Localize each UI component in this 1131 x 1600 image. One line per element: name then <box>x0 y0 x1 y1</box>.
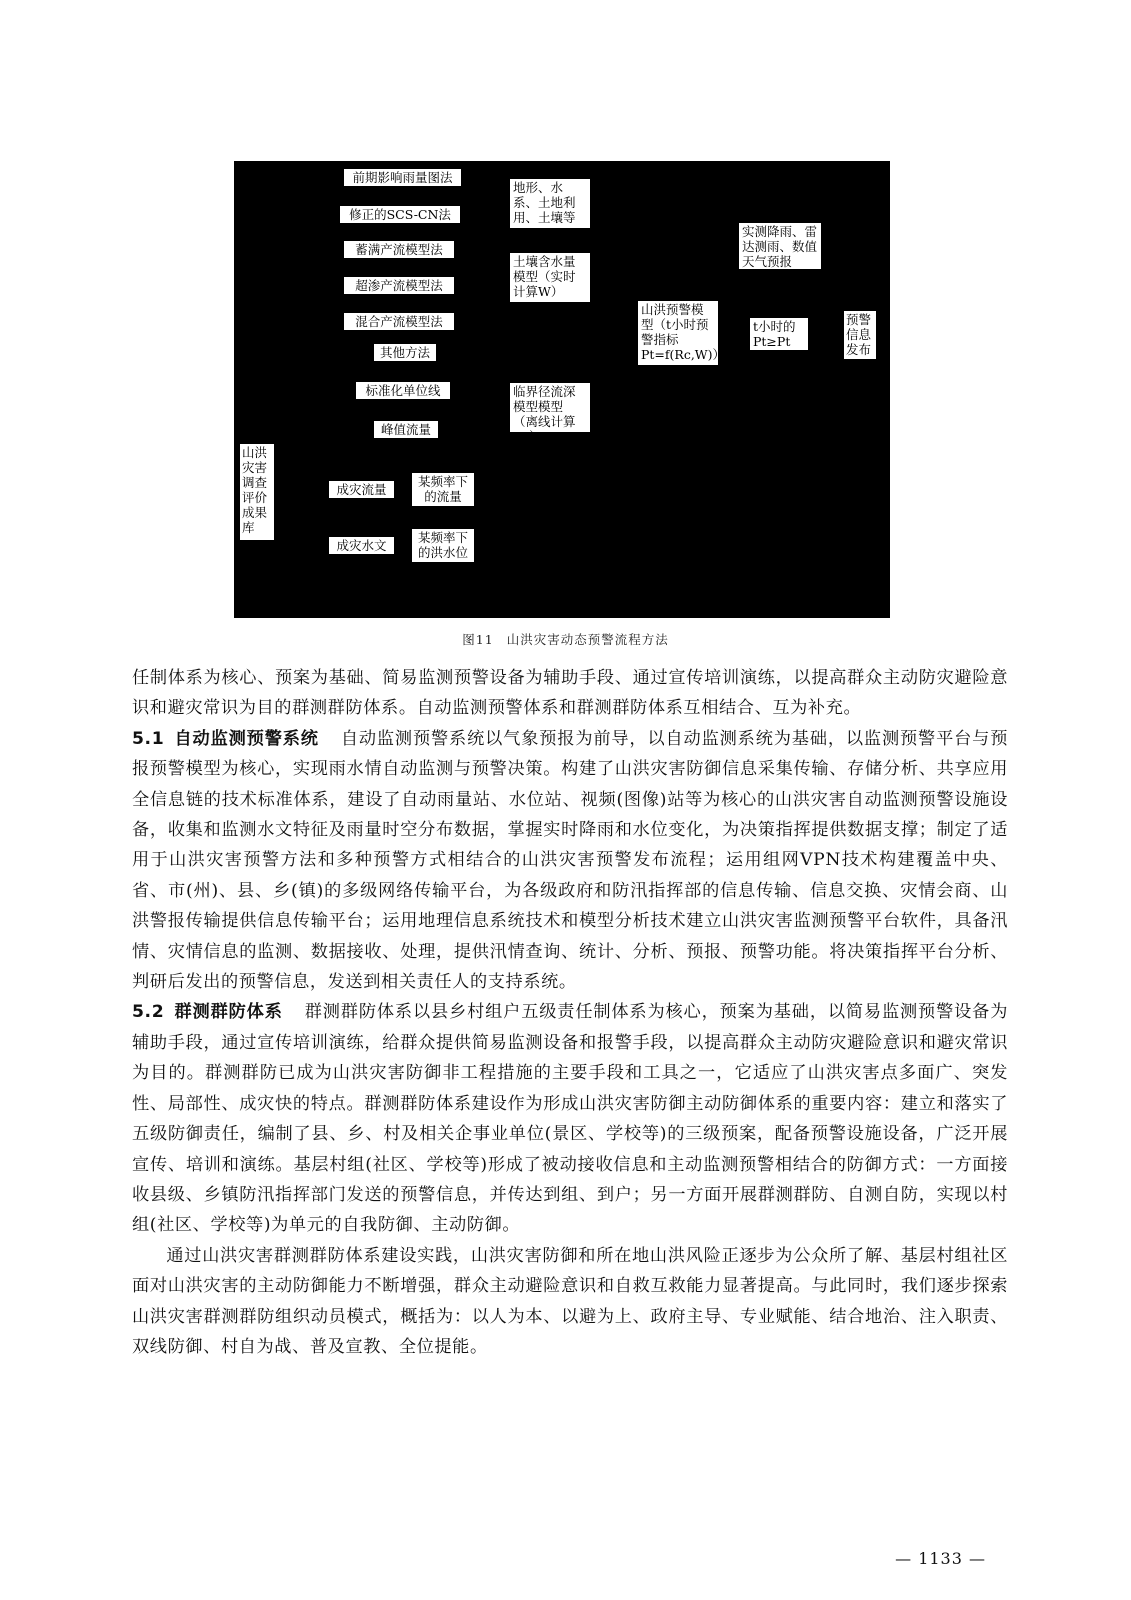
box-survey-results-database: 山洪灾害调查评价成果库 <box>240 444 274 540</box>
box-flash-flood-warning-model: 山洪预警模型（t小时预警指标Pt=f(Rc,W)） <box>638 301 718 365</box>
box-peak-discharge: 峰值流量 <box>374 421 438 438</box>
box-saturation-runoff-model: 蓄满产流模型法 <box>344 241 454 258</box>
figure-caption <box>0 630 1131 648</box>
section-5-1-number: 5.1 <box>132 728 165 749</box>
paragraph-final: 通过山洪灾害群测群防体系建设实践，山洪灾害防御和所在地山洪风险正逐步为公众所了解、基层村组社区面对山洪灾害的主动防御能力不断增强，群众主动避险意识和自救互救能力显著提高。与此同时，我们逐步探索山洪灾害群测群防组织动员模式，概括为：以人为本、以避为上、政府主导、专业赋能、结合地治、注入职责、双线防御、村自为战、普及宣教、全位提能。 <box>132 1245 1008 1357</box>
box-mixed-runoff-model: 混合产流模型法 <box>344 313 454 330</box>
section-5-2 <box>132 997 1008 1240</box>
section-5-2-text: 群测群防体系以县乡村组户五级责任制体系为核心，预案为基础，以简易监测预警设备为辅助手段，通过宣传培训演练，给群众提供简易监测设备和报警手段，以提高群众主动防灾避险意识和避灾常识为目的。群测群防已成为山洪灾害防御非工程措施的主要手段和工具之一，它适应了山洪灾害点多面广、突发性、局部性、成灾快的特点。群测群防体系建设作为形成山洪灾害防御主动防御体系的重要内容：建立和落实了五级防御责任，编制了县、乡、村及相关企事业单位(景区、学校等)的三级预案，配备预警设施设备，广泛开展宣传、培训和演练。基层村组(社区、学校等)形成了被动接收信息和主动监测预警相结合的防御方式：一方面接收县级、乡镇防汛指挥部门发送的预警信息，并传达到组、到户；另一方面开展群测群防、自测自防，实现以村组(社区、学校等)为单元的自我防御、主动防御。 <box>132 1002 1008 1236</box>
figure-caption-label: 图11 <box>462 632 494 647</box>
body-text <box>132 663 1008 1362</box>
box-soil-moisture-model: 土壤含水量模型（实时计算W） <box>510 253 590 302</box>
section-5-1 <box>132 724 1008 998</box>
box-rainfall-observation-forecast: 实测降雨、雷达测雨、数值天气预报 <box>739 223 821 269</box>
box-disaster-discharge: 成灾流量 <box>329 481 394 498</box>
flowchart-figure <box>234 161 890 618</box>
box-terrain-land-soil: 地形、水系、土地利用、土壤等 <box>510 179 590 228</box>
box-frequency-discharge: 某频率下的流量 <box>412 473 474 506</box>
figure-caption-text: 山洪灾害动态预警流程方法 <box>506 632 669 647</box>
box-threshold-comparison: t小时的Pt≥Pt <box>750 318 808 350</box>
section-5-2-title: 群测群防体系 <box>174 1002 283 1023</box>
page-number: — 1133 — <box>895 1549 986 1568</box>
section-5-2-number: 5.2 <box>132 1002 165 1023</box>
box-antecedent-rainfall-method: 前期影响雨量图法 <box>344 169 461 186</box>
box-frequency-flood-level: 某频率下的洪水位 <box>412 529 474 562</box>
section-5-1-title: 自动监测预警系统 <box>174 728 319 749</box>
box-disaster-hydrology: 成灾水文 <box>329 537 394 554</box>
box-modified-scs-cn-method: 修正的SCS-CN法 <box>340 206 460 223</box>
section-5-1-text: 自动监测预警系统以气象预报为前导，以自动监测系统为基础，以监测预警平台与预报预警模型为核心，实现雨水情自动监测与预警决策。构建了山洪灾害防御信息采集传输、存储分析、共享应用全信息链的技术标准体系，建设了自动雨量站、水位站、视频(图像)站等为核心的山洪灾害自动监测预警设施设备，收集和监测水文特征及雨量时空分布数据，掌握实时降雨和水位变化，为决策指挥提供数据支撑；制定了适用于山洪灾害预警方法和多种预警方式相结合的山洪灾害预警发布流程；运用组网VPN技术构建覆盖中央、省、市(州)、县、乡(镇)的多级网络传输平台，为各级政府和防汛指挥部的信息传输、信息交换、灾情会商、山洪警报传输提供信息传输平台；运用地理信息系统技术和模型分析技术建立山洪灾害监测预警平台软件，具备汛情、灾情信息的监测、数据接收、处理，提供汛情查询、统计、分析、预报、预警功能。将决策指挥平台分析、判研后发出的预警信息，发送到相关责任人的支持系统。 <box>132 728 1008 993</box>
box-infiltration-excess-model: 超渗产流模型法 <box>344 277 454 294</box>
box-standard-unit-hydrograph: 标准化单位线 <box>356 382 450 399</box>
box-other-methods: 其他方法 <box>374 344 436 361</box>
box-warning-release: 预警信息发布 <box>844 311 876 359</box>
paragraph-continuation: 任制体系为核心、预案为基础、简易监测预警设备为辅助手段、通过宣传培训演练，以提高群众主动防灾避险意识和避灾常识为目的群测群防体系。自动监测预警体系和群测群防体系互相结合、互为补充。 <box>132 668 1008 719</box>
box-critical-runoff-model: 临界径流深模型模型（离线计算Rc） <box>510 383 590 432</box>
